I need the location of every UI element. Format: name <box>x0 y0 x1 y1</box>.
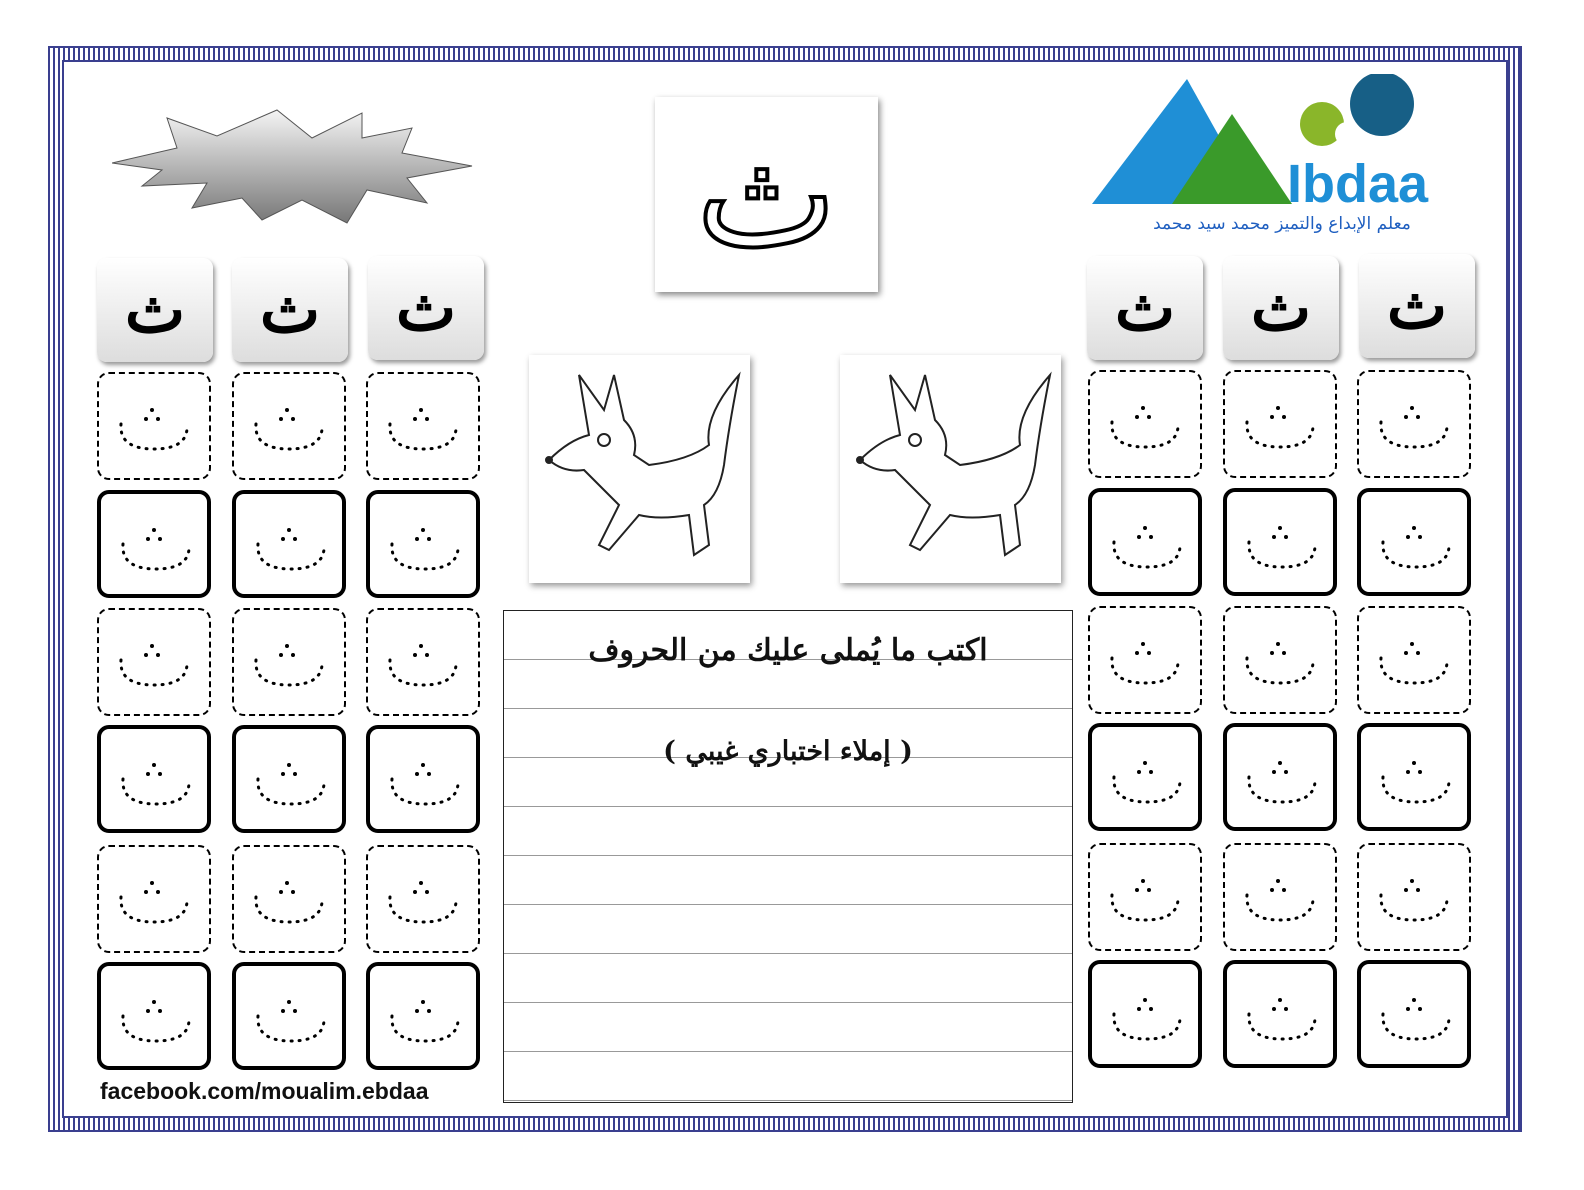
dictation-subtitle: ( إملاء اختباري غيبي ) <box>663 736 913 767</box>
dotted-letter-trace <box>117 640 192 690</box>
dotted-letter-trace <box>388 759 463 809</box>
dotted-letter-trace <box>254 996 329 1046</box>
tracing-box[interactable] <box>1357 488 1471 596</box>
tracing-box[interactable] <box>97 608 211 716</box>
fox-image-right <box>840 355 1061 583</box>
facebook-link: facebook.com/moualim.ebdaa <box>100 1078 429 1104</box>
tracing-box[interactable] <box>1357 606 1471 714</box>
dotted-letter-trace <box>1245 757 1320 807</box>
starburst-shape <box>112 108 477 228</box>
dotted-letter-trace <box>388 524 463 574</box>
dotted-letter-trace <box>119 524 194 574</box>
instruction-text: اكتب ما يُملى عليك من الحروف <box>588 633 988 668</box>
tracing-box[interactable] <box>232 725 346 833</box>
dotted-letter-trace <box>386 877 461 927</box>
dotted-letter-trace <box>1243 638 1318 688</box>
dotted-letter-trace <box>1377 638 1452 688</box>
tracing-box[interactable] <box>1357 370 1471 478</box>
tracing-box[interactable] <box>366 962 480 1070</box>
dotted-letter-trace <box>117 404 192 454</box>
tracing-box[interactable] <box>97 490 211 598</box>
dotted-letter-trace <box>1377 402 1452 452</box>
tracing-box[interactable] <box>1223 723 1337 831</box>
tracing-box[interactable] <box>1088 370 1202 478</box>
dotted-letter-trace <box>1379 757 1454 807</box>
dotted-letter-trace <box>1245 522 1320 572</box>
dotted-letter-trace <box>1243 875 1318 925</box>
letter-header-tile: ث <box>1223 256 1339 360</box>
svg-text:Ibdaa: Ibdaa <box>1287 154 1429 214</box>
tracing-box[interactable] <box>232 962 346 1070</box>
tracing-box[interactable] <box>97 962 211 1070</box>
tracing-box[interactable] <box>366 725 480 833</box>
tracing-box[interactable] <box>1223 606 1337 714</box>
dotted-letter-trace <box>1379 522 1454 572</box>
tracing-box[interactable] <box>366 845 480 953</box>
tracing-box[interactable] <box>366 608 480 716</box>
tracing-box[interactable] <box>1357 843 1471 951</box>
tracing-box[interactable] <box>1088 723 1202 831</box>
dotted-letter-trace <box>252 877 327 927</box>
dotted-letter-trace <box>1108 402 1183 452</box>
dotted-letter-trace <box>1245 994 1320 1044</box>
tracing-box[interactable] <box>1357 723 1471 831</box>
dotted-letter-trace <box>252 640 327 690</box>
dotted-letter-trace <box>119 759 194 809</box>
letter-header-tile: ث <box>97 258 213 362</box>
dotted-letter-trace <box>252 404 327 454</box>
tracing-box[interactable] <box>97 725 211 833</box>
dotted-letter-trace <box>119 996 194 1046</box>
dotted-letter-trace <box>254 524 329 574</box>
letter-header-tile: ث <box>1087 256 1203 360</box>
logo-tagline: معلم الإبداع والتميز محمد سيد محمد <box>1153 214 1411 234</box>
dotted-letter-trace <box>388 996 463 1046</box>
tracing-box[interactable] <box>366 490 480 598</box>
dotted-letter-trace <box>1110 994 1185 1044</box>
dotted-letter-trace <box>386 404 461 454</box>
tracing-box[interactable] <box>1088 960 1202 1068</box>
letter-header-tile: ث <box>232 258 348 362</box>
tracing-box[interactable] <box>366 372 480 480</box>
tracing-box[interactable] <box>1223 488 1337 596</box>
tracing-box[interactable] <box>232 608 346 716</box>
tracing-box[interactable] <box>232 845 346 953</box>
dotted-letter-trace <box>386 640 461 690</box>
dotted-letter-trace <box>1108 638 1183 688</box>
dotted-letter-trace <box>1243 402 1318 452</box>
dotted-letter-trace <box>1377 875 1452 925</box>
dotted-letter-trace <box>1379 994 1454 1044</box>
tracing-box[interactable] <box>232 372 346 480</box>
tracing-box[interactable] <box>97 372 211 480</box>
dotted-letter-trace <box>117 877 192 927</box>
tracing-box[interactable] <box>1088 606 1202 714</box>
letter-card <box>655 97 878 292</box>
letter-header-tile: ث <box>1359 254 1475 358</box>
tracing-box[interactable] <box>97 845 211 953</box>
tracing-box[interactable] <box>1223 843 1337 951</box>
fox-image-left <box>529 355 750 583</box>
tracing-box[interactable] <box>1223 370 1337 478</box>
main-letter: ث <box>695 107 838 282</box>
tracing-box[interactable] <box>1357 960 1471 1068</box>
dotted-letter-trace <box>1110 522 1185 572</box>
dotted-letter-trace <box>254 759 329 809</box>
tracing-box[interactable] <box>1223 960 1337 1068</box>
tracing-box[interactable] <box>1088 488 1202 596</box>
tracing-box[interactable] <box>232 490 346 598</box>
dotted-letter-trace <box>1108 875 1183 925</box>
letter-header-tile: ث <box>368 256 484 360</box>
ibdaa-logo <box>1092 74 1472 244</box>
dotted-letter-trace <box>1110 757 1185 807</box>
tracing-box[interactable] <box>1088 843 1202 951</box>
dictation-lined-box[interactable] <box>503 610 1073 1103</box>
